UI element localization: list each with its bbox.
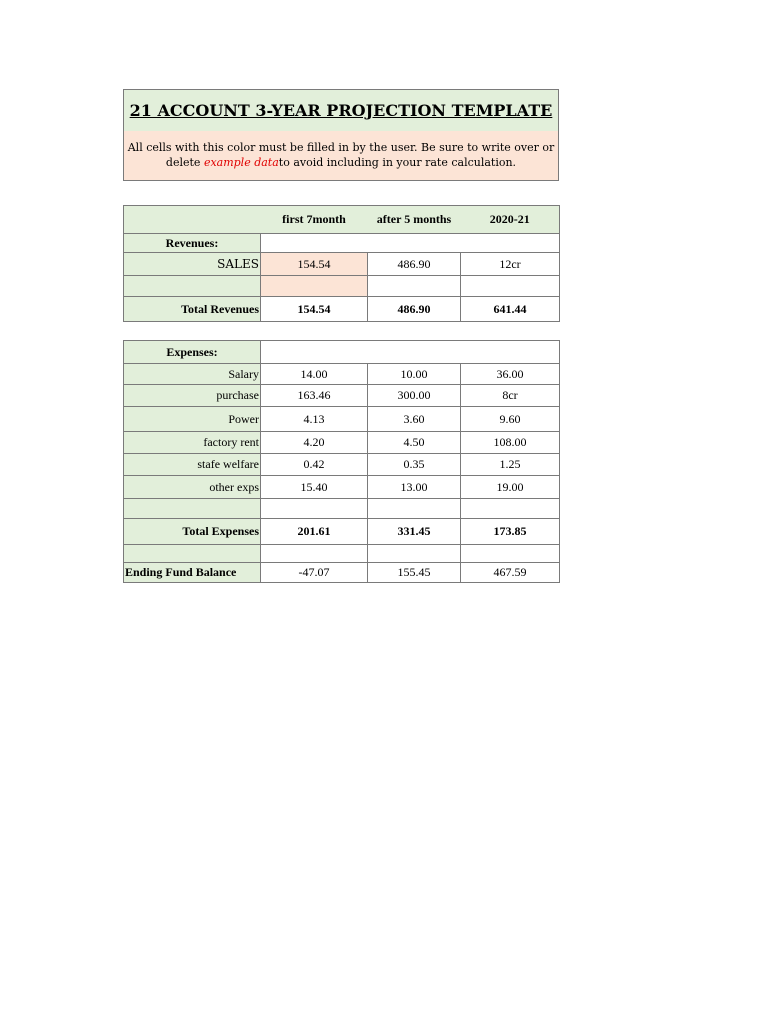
- column-header-after-5-months[interactable]: after 5 months: [368, 206, 461, 234]
- instructions-note: [124, 131, 558, 180]
- total-expenses-row: [124, 519, 560, 545]
- purchase-label: purchase: [124, 385, 261, 407]
- revenues-table: [123, 205, 560, 322]
- staff-welfare-label: stafe welfare: [124, 454, 261, 476]
- salary-2020-21[interactable]: 36.00: [461, 364, 560, 385]
- power-2020-21[interactable]: 9.60: [461, 407, 560, 432]
- template-title: 21 ACCOUNT 3-YEAR PROJECTION TEMPLATE: [124, 90, 558, 131]
- other-exps-label: other exps: [124, 476, 261, 499]
- expense-row: [124, 454, 560, 476]
- blank-cell[interactable]: [261, 545, 368, 563]
- sales-row: [124, 253, 560, 276]
- power-after-5-months[interactable]: 3.60: [368, 407, 461, 432]
- template-header: [123, 89, 559, 181]
- ending-fund-balance-label: Ending Fund Balance: [124, 563, 261, 583]
- blank-cell[interactable]: [461, 276, 560, 297]
- total-expenses-label: Total Expenses: [124, 519, 261, 545]
- column-header-2020-21[interactable]: 2020-21: [461, 206, 560, 234]
- sales-first-7month[interactable]: 154.54: [261, 253, 368, 276]
- expense-row: [124, 476, 560, 499]
- sales-after-5-months[interactable]: 486.90: [368, 253, 461, 276]
- power-first-7month[interactable]: 4.13: [261, 407, 368, 432]
- blank-input-cell[interactable]: [261, 276, 368, 297]
- staff-welfare-first-7month[interactable]: 0.42: [261, 454, 368, 476]
- expenses-table: [123, 340, 560, 583]
- sales-2020-21[interactable]: 12cr: [461, 253, 560, 276]
- blank-cell[interactable]: [261, 499, 368, 519]
- column-header-first-7month[interactable]: first 7month: [261, 206, 368, 234]
- expense-row: [124, 432, 560, 454]
- factory-rent-label: factory rent: [124, 432, 261, 454]
- ending-fund-balance-row: [124, 563, 560, 583]
- blank-cell[interactable]: [368, 545, 461, 563]
- blank-label-cell: [124, 276, 261, 297]
- salary-label: Salary: [124, 364, 261, 385]
- purchase-first-7month[interactable]: 163.46: [261, 385, 368, 407]
- note-example-data: example data: [203, 156, 279, 169]
- staff-welfare-after-5-months[interactable]: 0.35: [368, 454, 461, 476]
- expenses-heading-blank: [261, 341, 560, 364]
- expense-row: [124, 385, 560, 407]
- staff-welfare-2020-21[interactable]: 1.25: [461, 454, 560, 476]
- total-revenues-2020-21[interactable]: 641.44: [461, 297, 560, 322]
- expenses-spacer-row: [124, 545, 560, 563]
- expense-row: [124, 407, 560, 432]
- column-header-row: [124, 206, 560, 234]
- total-revenues-label: Total Revenues: [124, 297, 261, 322]
- sales-label: SALES: [124, 253, 261, 276]
- other-exps-first-7month[interactable]: 15.40: [261, 476, 368, 499]
- note-text-2: to avoid including in your rate calculation.: [278, 156, 517, 169]
- expenses-blank-row: [124, 499, 560, 519]
- total-revenues-first-7month[interactable]: 154.54: [261, 297, 368, 322]
- revenues-heading: Revenues:: [124, 234, 261, 253]
- salary-first-7month[interactable]: 14.00: [261, 364, 368, 385]
- note-text-1: All cells with this color must be filled in by the user. Be sure to write over or delete: [127, 141, 555, 169]
- expense-row: [124, 364, 560, 385]
- ending-balance-2020-21[interactable]: 467.59: [461, 563, 560, 583]
- total-revenues-after-5-months[interactable]: 486.90: [368, 297, 461, 322]
- header-blank-cell: [124, 206, 261, 234]
- blank-cell[interactable]: [461, 499, 560, 519]
- total-expenses-first-7month[interactable]: 201.61: [261, 519, 368, 545]
- blank-cell[interactable]: [461, 545, 560, 563]
- total-revenues-row: [124, 297, 560, 322]
- expenses-heading-row: [124, 341, 560, 364]
- factory-rent-after-5-months[interactable]: 4.50: [368, 432, 461, 454]
- ending-balance-after-5-months[interactable]: 155.45: [368, 563, 461, 583]
- factory-rent-2020-21[interactable]: 108.00: [461, 432, 560, 454]
- blank-cell[interactable]: [368, 276, 461, 297]
- blank-label-cell: [124, 499, 261, 519]
- expenses-heading: Expenses:: [124, 341, 261, 364]
- blank-cell[interactable]: [368, 499, 461, 519]
- total-expenses-2020-21[interactable]: 173.85: [461, 519, 560, 545]
- purchase-2020-21[interactable]: 8cr: [461, 385, 560, 407]
- revenues-heading-row: [124, 234, 560, 253]
- revenues-blank-row: [124, 276, 560, 297]
- revenues-heading-blank: [261, 234, 560, 253]
- factory-rent-first-7month[interactable]: 4.20: [261, 432, 368, 454]
- power-label: Power: [124, 407, 261, 432]
- other-exps-2020-21[interactable]: 19.00: [461, 476, 560, 499]
- blank-label-cell: [124, 545, 261, 563]
- total-expenses-after-5-months[interactable]: 331.45: [368, 519, 461, 545]
- ending-balance-first-7month[interactable]: -47.07: [261, 563, 368, 583]
- salary-after-5-months[interactable]: 10.00: [368, 364, 461, 385]
- other-exps-after-5-months[interactable]: 13.00: [368, 476, 461, 499]
- purchase-after-5-months[interactable]: 300.00: [368, 385, 461, 407]
